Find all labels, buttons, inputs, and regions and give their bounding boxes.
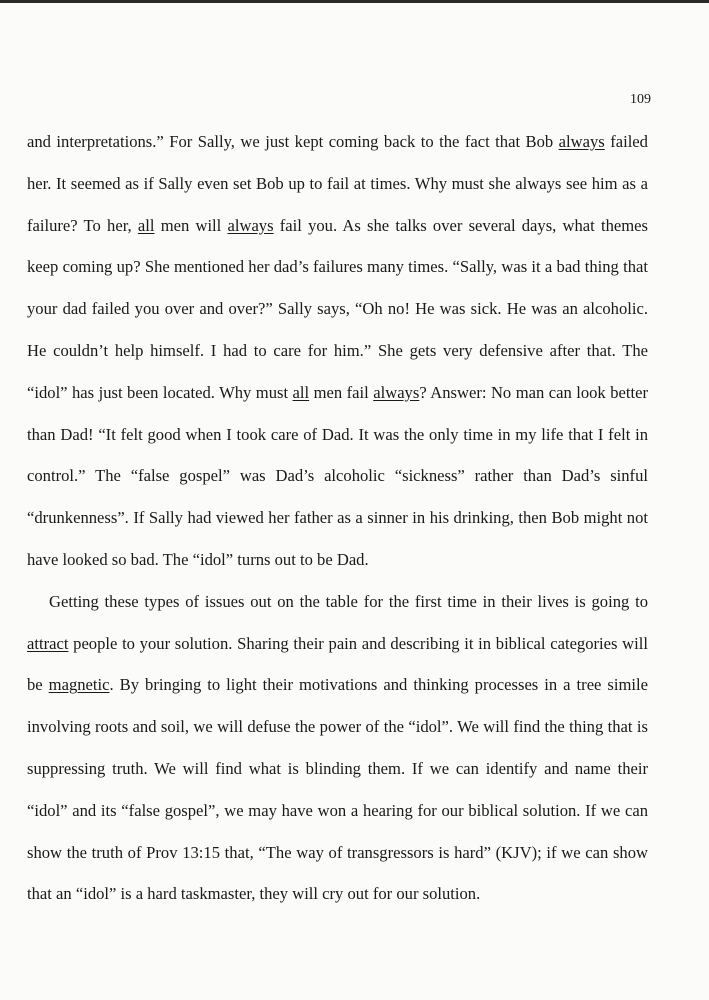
text-segment: and interpretations.” For Sally, we just kept coming back to the fact that Bob (27, 132, 559, 151)
underlined-word: all (292, 382, 310, 402)
text-segment: people to your solution. Sharing their pain and describing it in biblical categories will be (27, 633, 648, 695)
underlined-word: magnetic (48, 675, 110, 695)
text-segment: Getting these types of issues out on the table for the first time in their lives is going to (49, 591, 648, 611)
text-segment: failed her. It seemed as if Sally even set Bob up to fail at times. Why must she always see him as a failure? To her, (27, 132, 648, 235)
body-text (27, 121, 648, 915)
top-border-line (0, 0, 709, 3)
underlined-word: always (558, 132, 605, 151)
underlined-word: always (373, 382, 420, 402)
paragraph (27, 581, 648, 915)
paragraph (27, 121, 648, 581)
text-segment: men fail (309, 382, 374, 402)
text-segment: . By bringing to light their motivations and thinking processes in a tree simile involving roots and soil, we will defuse the power of the “idol”. We will find the thing that is suppressing truth. We will find what is blinding them. If we can identify and name their “idol” and its “false gospel”, we may have won a hearing for our biblical solution. If we can show the truth of Prov 13:15 that, “The way of transgressors is hard” (KJV); if we can show that an “idol” is a hard taskmaster, they will cry out for our solution. (27, 675, 648, 904)
text-segment: fail you. As she talks over several days, what themes keep coming up? She mentioned her dad’s failures many times. “Sally, was it a bad thing that your dad failed you over and over?” Sally says, “Oh no! He was sick. He was an alcoholic. He couldn’t help himself. I had to care for him.” She gets very defensive after that. The “idol” has just been located. Why must (27, 215, 648, 402)
text-segment: men will (154, 215, 228, 235)
underlined-word: all (137, 215, 155, 235)
underlined-word: attract (27, 633, 69, 653)
text-segment: ? Answer: No man can look better than Dad! “It felt good when I took care of Dad. It was the only time in my life that I felt in control.” The “false gospel” was Dad’s alcoholic “sickness” rather than Dad’s sinful “drunkenness”. If Sally had viewed her father as a sinner in his drinking, then Bob might not have looked so bad. The “idol” turns out to be Dad. (27, 382, 648, 569)
underlined-word: always (227, 215, 274, 235)
page-number: 109 (630, 92, 651, 107)
